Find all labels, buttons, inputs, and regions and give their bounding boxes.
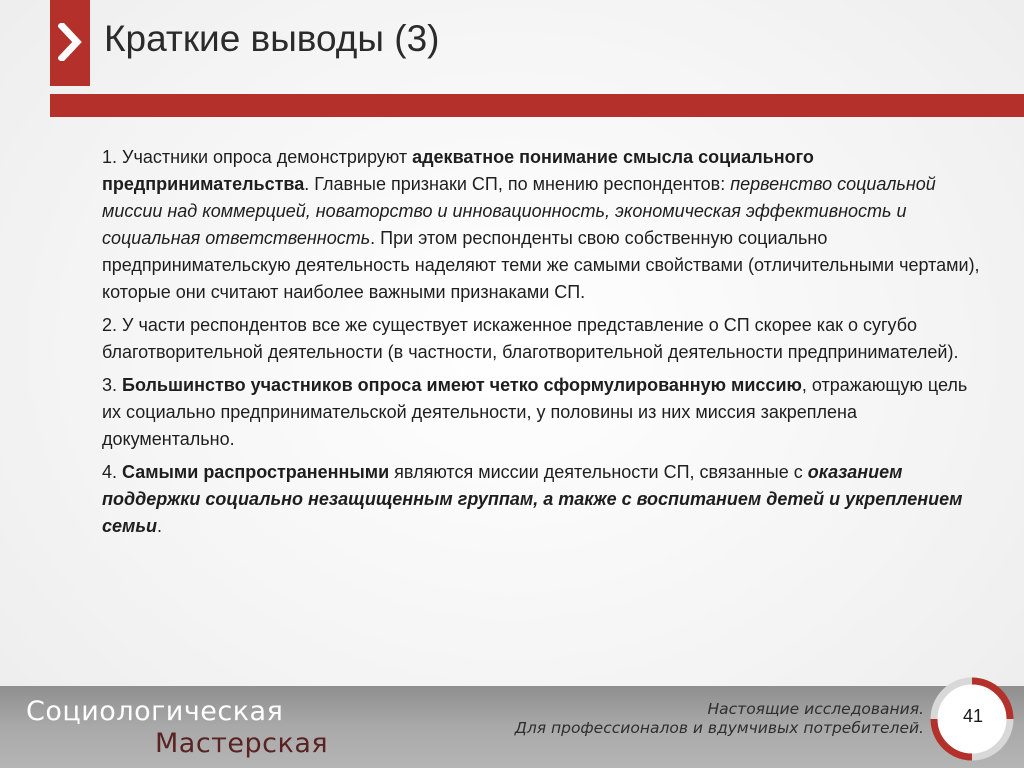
footer-band <box>0 686 1024 768</box>
footer-tagline: Настоящие исследования. Для профессионалов и вдумчивых потребителей. <box>514 700 924 737</box>
page-number: 41 <box>962 706 984 726</box>
title-underline-bar <box>50 94 1024 117</box>
finding-2: 2. У части респондентов все же существует искаженное представление о СП скорее как о сугубо благотворительной деятельности (в частности, благотворительной деятельности предпринимателей). <box>102 315 959 362</box>
header-accent-block <box>50 0 90 86</box>
brand-name-line2: Мастерская <box>155 728 329 759</box>
chevron-right-icon <box>58 23 82 61</box>
finding-4: 4. Самыми распространенными являются миссии деятельности СП, связанные с оказанием поддержки социально незащищенным группам, а также с воспитанием детей и укреплением семьи. <box>102 462 963 536</box>
slide-body <box>102 144 982 546</box>
slide-title: Краткие выводы (3) <box>104 18 440 59</box>
brand-name-line1: Социологическая <box>26 696 284 727</box>
finding-1: 1. Участники опроса демонстрируют адекватное понимание смысла социального предпринимательства. Главные признаки СП, по мнению респондентов: первенство социальной миссии над коммерцией, новаторство и инновационность, экономическая эффективность и социальная ответственность. При этом респонденты свою собственную социально предпринимательскую деятельность наделяют теми же самыми свойствами (отличительными чертами), которые они считают наиболее важными признаками СП. <box>102 147 980 302</box>
finding-3: 3. Большинство участников опроса имеют четко сформулированную миссию, отражающую цель их социально предпринимательской деятельности, у половины из них миссия закреплена документально. <box>102 375 968 449</box>
